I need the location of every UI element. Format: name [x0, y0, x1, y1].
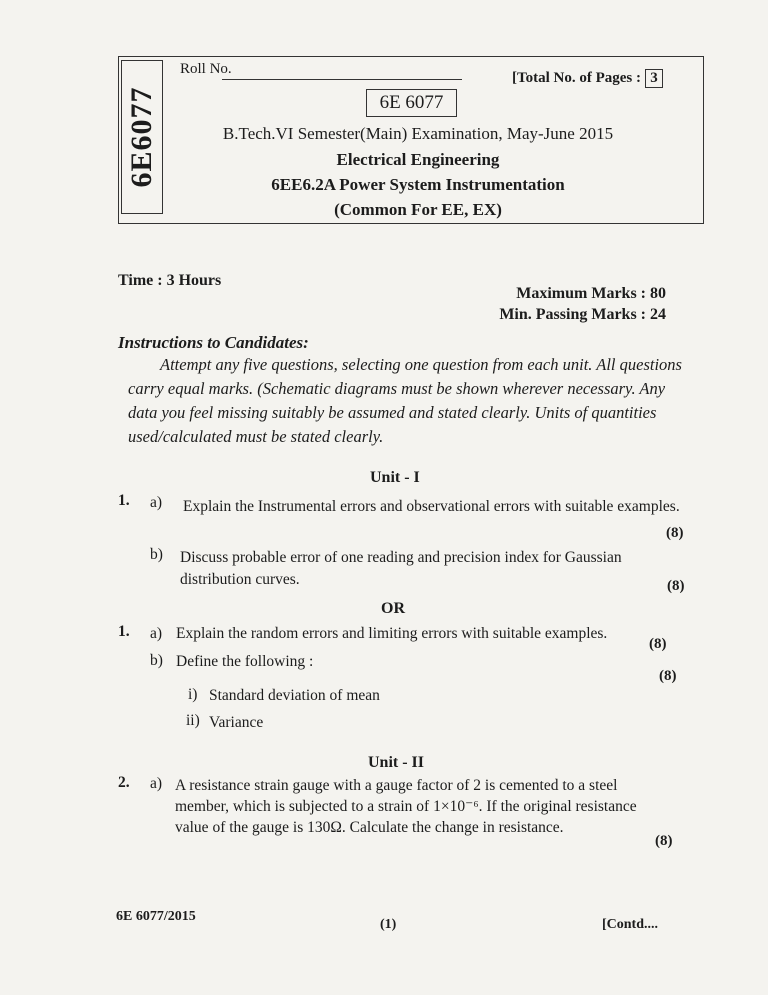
paper-code: 6E 6077 — [366, 89, 457, 117]
exam-title: B.Tech.VI Semester(Main) Examination, May-June 2015 — [222, 124, 614, 143]
roll-number-line — [222, 79, 462, 80]
q2-number: 2. — [118, 774, 130, 791]
roll-number-label: Roll No. — [180, 61, 232, 77]
q1-alt-a-label: a) — [150, 625, 163, 642]
unit-1-title: Unit - I — [370, 469, 420, 486]
footer-code: 6E 6077/2015 — [116, 909, 196, 924]
q1-number: 1. — [118, 492, 130, 509]
q1a-label: a) — [150, 494, 163, 511]
footer-continued: [Contd.... — [602, 917, 659, 932]
q1-alt-b-label: b) — [150, 652, 163, 669]
instructions-text: Attempt any five questions, selecting one question from each unit. All questions carry equal marks. (Schematic diagrams must be shown wherever necessary. Any data you feel missing suitably be assumed and stated clearly. Units of quantities used/calculated must be stated clearly. — [128, 355, 682, 446]
or-separator: OR — [381, 600, 405, 617]
q1-alt-number: 1. — [118, 623, 130, 640]
q1a-text: Explain the Instrumental errors and observational errors with suitable examples. — [183, 498, 680, 515]
subject-title: 6EE6.2A Power System Instrumentation — [271, 175, 565, 194]
q2a-marks: (8) — [655, 833, 673, 849]
max-marks: Maximum Marks : 80 — [516, 285, 666, 302]
q1a-marks: (8) — [666, 525, 684, 541]
q1-alt-a-marks: (8) — [649, 636, 667, 652]
total-pages-value: 3 — [645, 69, 663, 88]
q1-alt-a-text: Explain the random errors and limiting errors with suitable examples. — [176, 625, 608, 642]
side-paper-code — [121, 60, 163, 214]
q1b-text: Discuss probable error of one reading and precision index for Gaussian distribution curves. — [180, 549, 622, 588]
common-note: (Common For EE, EX) — [334, 200, 502, 219]
sub-ii-label: ii) — [186, 712, 200, 729]
sub-ii-text: Variance — [209, 714, 264, 731]
unit-2-title: Unit - II — [368, 754, 425, 771]
total-pages — [512, 69, 663, 88]
q1-alt-b-marks: (8) — [659, 668, 677, 684]
q1b-marks: (8) — [667, 578, 685, 594]
q2a-text: A resistance strain gauge with a gauge factor of 2 is cemented to a steel member, which is subjected to a strain of 1×10⁻⁶. If the original resistance value of the gauge is 130Ω. Calculate the change in resistance. — [175, 777, 637, 836]
branch-title: Electrical Engineering — [336, 150, 500, 169]
q1-alt-b-text: Define the following : — [176, 653, 314, 670]
exam-time: Time : 3 Hours — [118, 272, 222, 289]
q2a-label: a) — [150, 775, 163, 792]
total-pages-label: [Total No. of Pages : — [512, 70, 642, 86]
sub-i-label: i) — [188, 686, 198, 703]
instructions-heading: Instructions to Candidates: — [118, 333, 309, 352]
min-marks: Min. Passing Marks : 24 — [499, 306, 666, 323]
footer-page-number: (1) — [380, 917, 397, 932]
side-code-text: 6E6077 — [125, 86, 158, 188]
sub-i-text: Standard deviation of mean — [209, 687, 380, 704]
q1b-label: b) — [150, 546, 163, 563]
